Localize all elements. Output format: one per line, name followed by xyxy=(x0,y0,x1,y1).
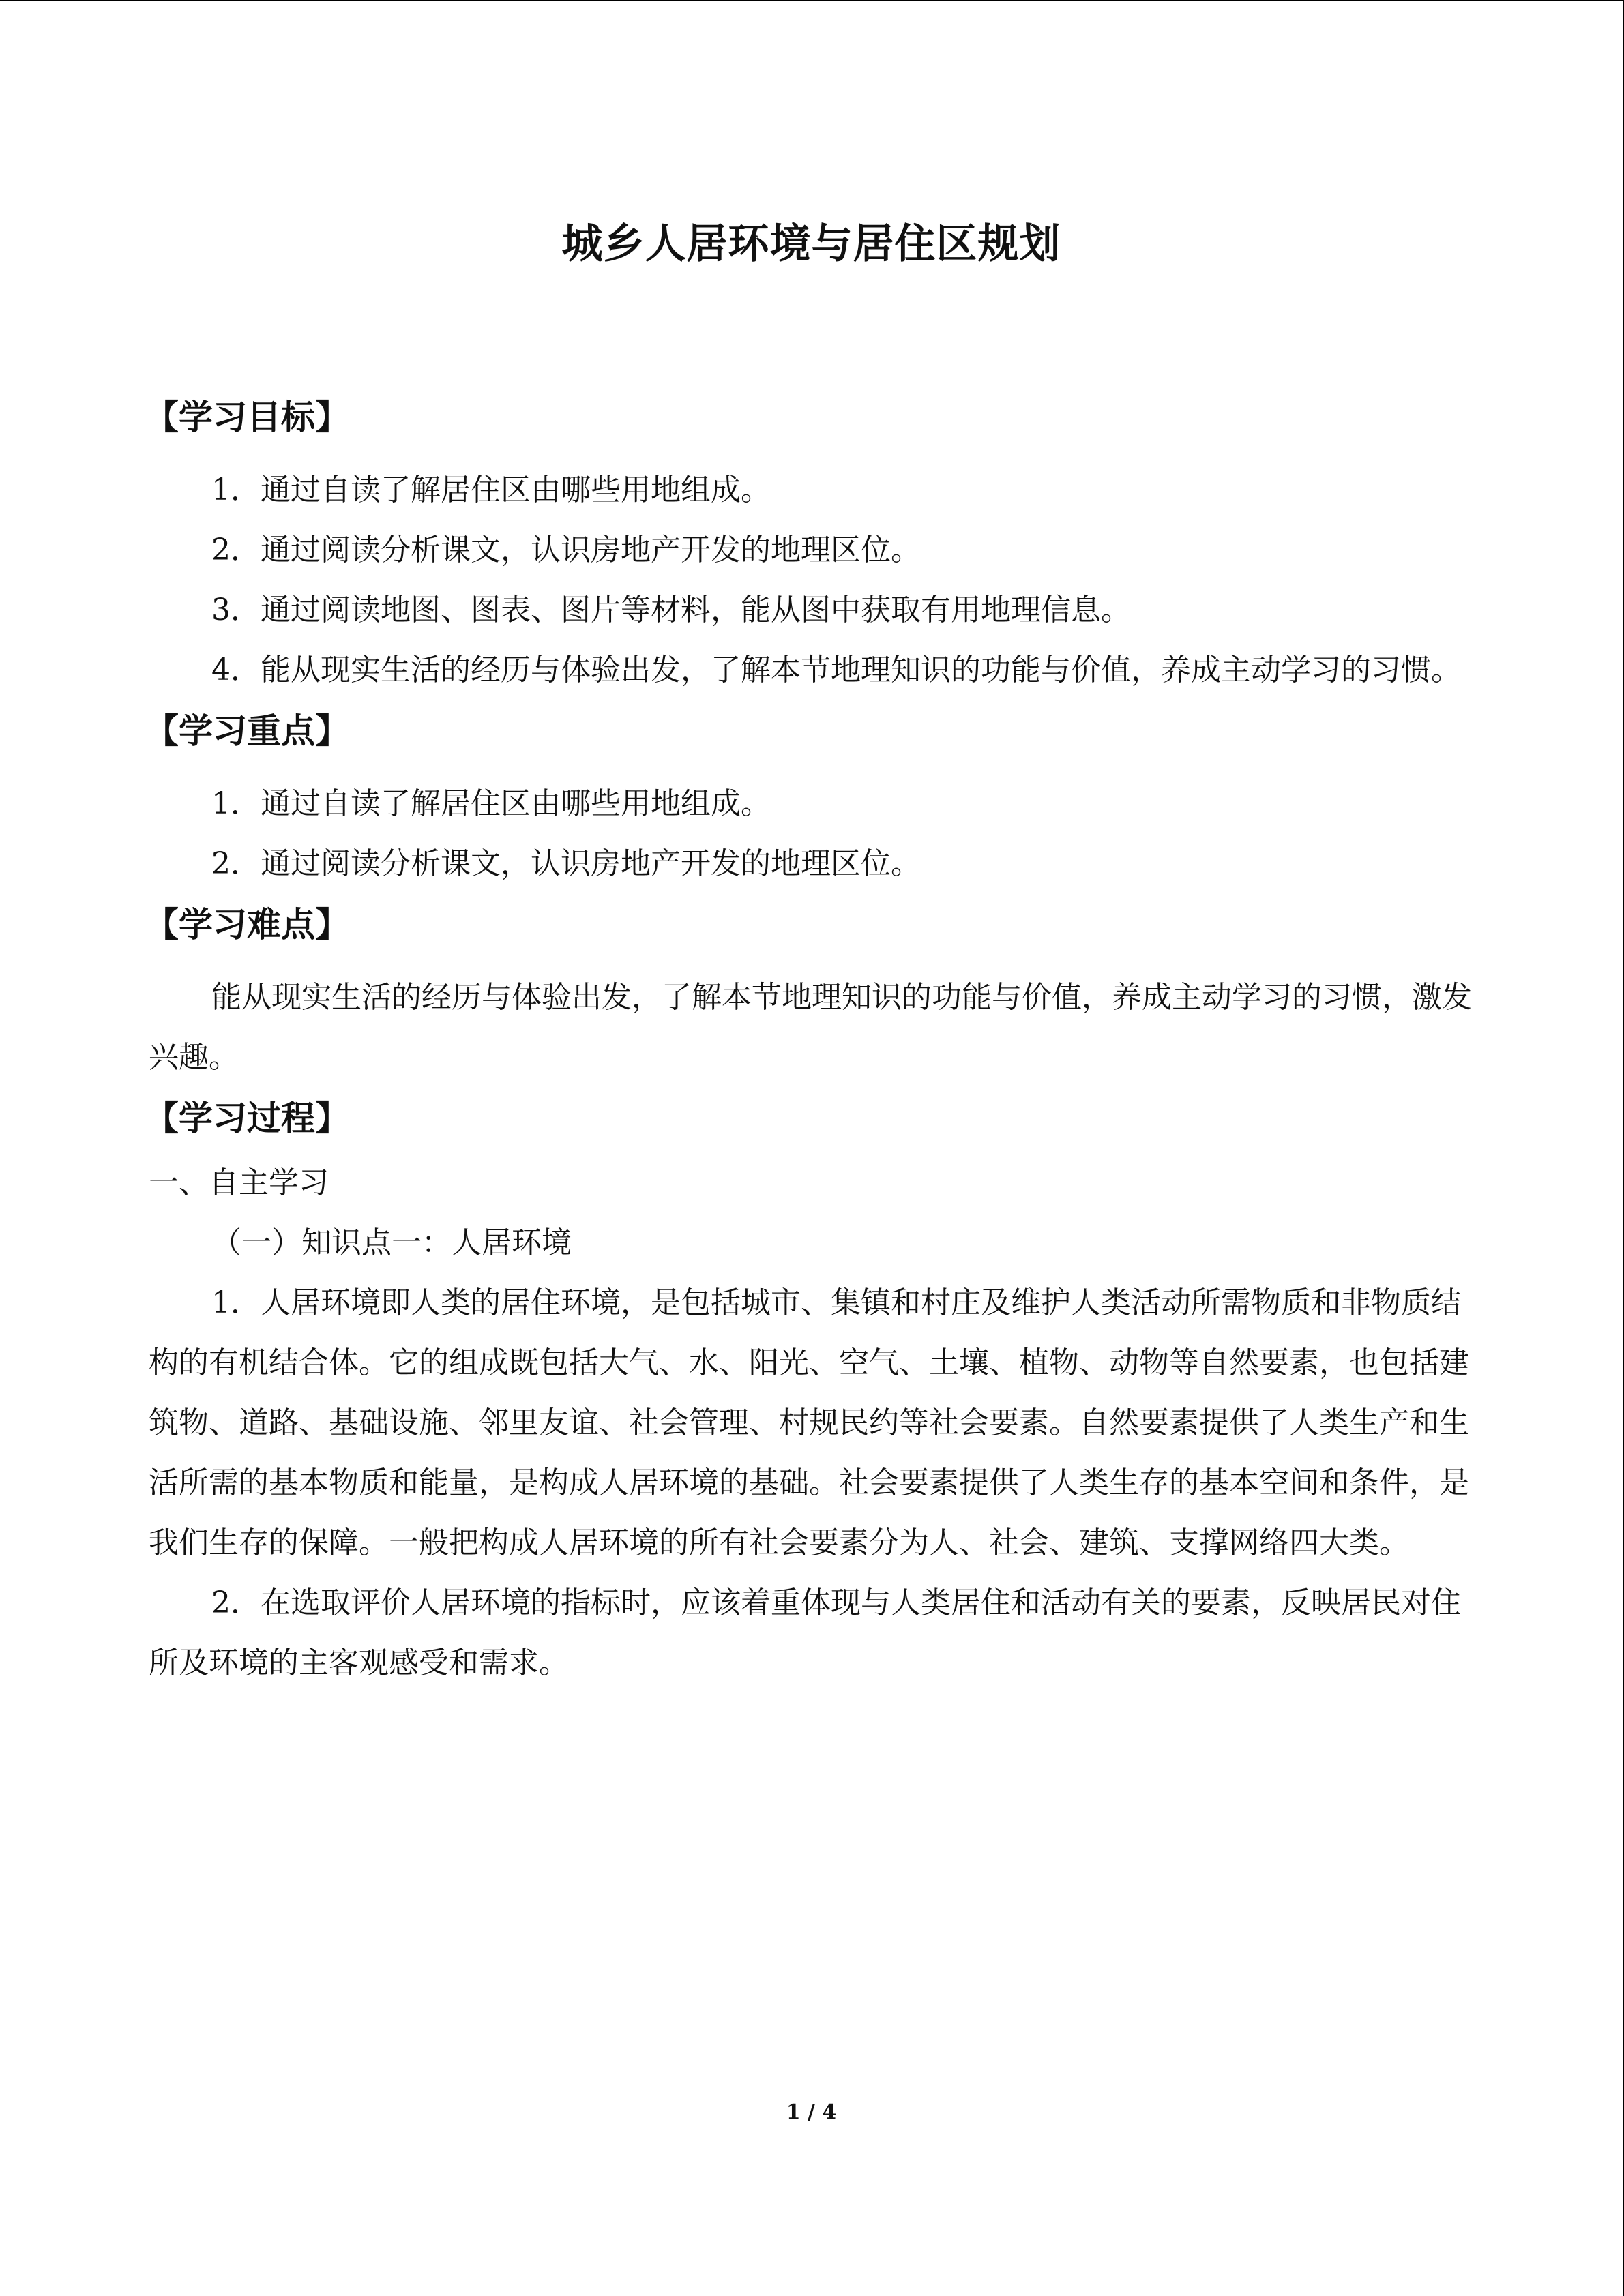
difficulties-text: 能从现实生活的经历与体验出发，了解本节地理知识的功能与价值，养成主动学习的习惯，激发兴趣。 xyxy=(149,980,1472,1075)
process-paragraph-2: 2．在选取评价人居环境的指标时，应该着重体现与人类居住和活动有关的要素，反映居民对住所及环境的主客观感受和需求。 xyxy=(149,1585,1461,1680)
objective-item-1: 1．通过自读了解居住区由哪些用地组成。 xyxy=(211,473,771,507)
objective-item-2: 2．通过阅读分析课文，认识房地产开发的地理区位。 xyxy=(211,533,921,567)
process-paragraph-1: 1．人居环境即人类的居住环境，是包括城市、集镇和村庄及维护人类活动所需物质和非物质结构的有机结合体。它的组成既包括大气、水、阳光、空气、土壤、植物、动物等自然要素，也包括建筑物、道路、基础设施、邻里友谊、社会管理、村规民约等社会要素。自然要素提供了人类生产和生活所需的基本物质和能量，是构成人居环境的基础。社会要素提供了人类生存的基本空间和条件，是我们生存的保障。一般把构成人居环境的所有社会要素分为人、社会、建筑、支撑网络四大类。 xyxy=(149,1285,1469,1560)
objective-item-3: 3．通过阅读地图、图表、图片等材料，能从图中获取有用地理信息。 xyxy=(211,593,1131,627)
objective-item-4: 4．能从现实生活的经历与体验出发，了解本节地理知识的功能与价值，养成主动学习的习惯。 xyxy=(211,653,1461,687)
key-point-item-2: 2．通过阅读分析课文，认识房地产开发的地理区位。 xyxy=(211,846,921,881)
process-heading: 【学习过程】 xyxy=(145,1099,349,1138)
document-body xyxy=(145,387,1476,1693)
process-subheading: 一、自主学习 xyxy=(149,1165,329,1200)
difficulties-heading: 【学习难点】 xyxy=(145,905,349,944)
objectives-heading: 【学习目标】 xyxy=(145,398,349,437)
key-points-heading: 【学习重点】 xyxy=(145,711,349,751)
key-point-item-1: 1．通过自读了解居住区由哪些用地组成。 xyxy=(211,786,771,821)
page-number: 1 / 4 xyxy=(786,2100,837,2124)
document-title: 城乡人居环境与居住区规划 xyxy=(561,220,1061,268)
knowledge-point-title: （一）知识点一：人居环境 xyxy=(211,1225,572,1260)
